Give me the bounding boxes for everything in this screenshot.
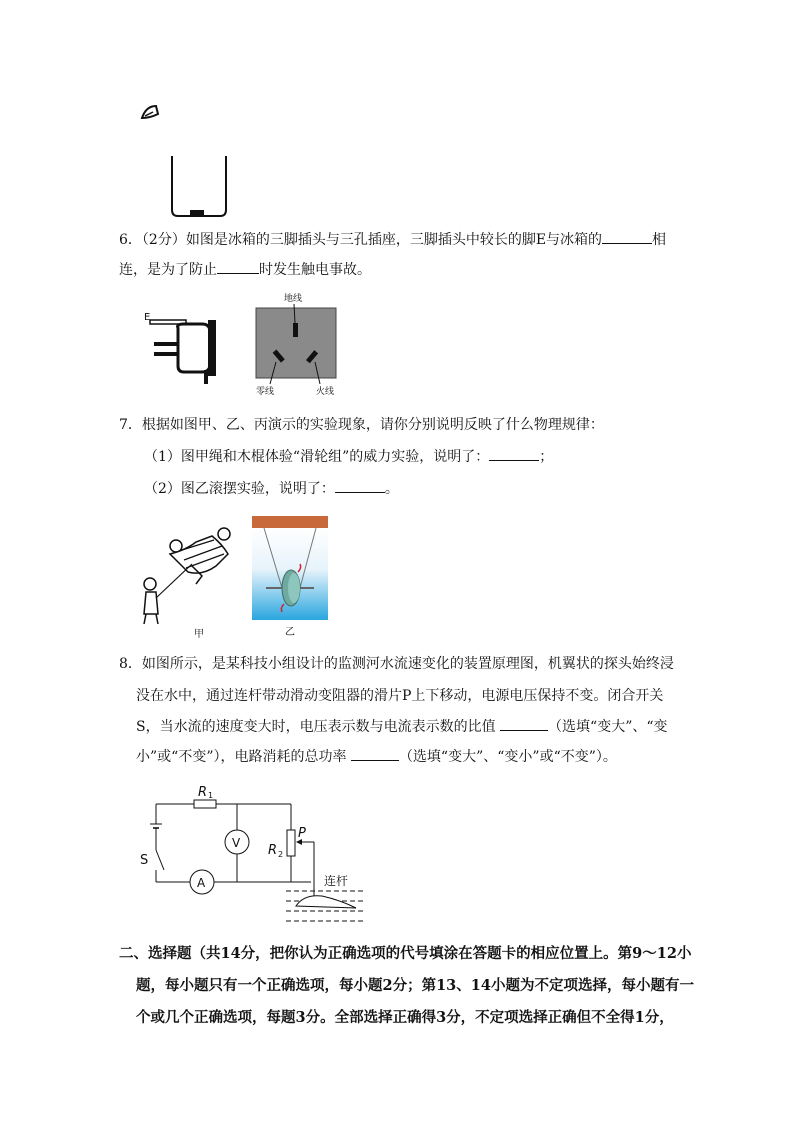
section2-line3: 个或几个正确选项，每题3分。全部选择正确得3分，不定项选择正确但不全得1分，: [136, 1009, 674, 1026]
q8-line1: 8．如图所示，是某科技小组设计的监测河水流速变化的装置原理图，机翼状的探头始终浸: [119, 656, 674, 672]
fig-label-yi: 乙: [285, 627, 295, 638]
resistor-r1: [194, 800, 216, 808]
q7-item1: （1）图甲绳和木棍体验“滑轮组”的威力实验，说明了： ；: [144, 446, 553, 467]
socket-label-neutral: 零线: [256, 387, 275, 397]
fig-label-jia: 甲: [194, 629, 204, 640]
q7-item2: （2）图乙滚摆实验，说明了： 。: [144, 478, 399, 499]
plug-figure: [140, 306, 230, 386]
rope-experiment-figure: [136, 520, 242, 640]
section2-line2: 题，每小题只有一个正确选项，每小题2分；第13、14小题为不定项选择，每小题有一: [136, 977, 694, 994]
q6-blank-2: [217, 259, 259, 274]
beaker-outline: [172, 156, 226, 216]
socket-figure: [254, 290, 338, 400]
switch-s: [156, 850, 164, 870]
label-r1-sub: 1: [208, 791, 214, 800]
label-rod: 连杆: [324, 874, 349, 888]
circuit-diagram: [136, 778, 376, 928]
q6-blank-1: [602, 229, 652, 244]
q8-blank-2: [351, 746, 399, 761]
maxwell-wheel-figure: [252, 514, 328, 644]
socket-label-ground: 地线: [284, 294, 303, 304]
q6-line2: 连，是为了防止 时发生触电事故。: [119, 259, 371, 280]
q8-line2: 没在水中，通过连杆带动滑动变阻器的滑片P上下移动，电源电压保持不变。闭合开关: [136, 688, 664, 704]
label-r1: R: [198, 785, 208, 800]
q8-blank-1: [500, 716, 548, 731]
q7-intro: 7．根据如图甲、乙、丙演示的实验现象，请你分别说明反映了什么物理规律：: [119, 417, 604, 433]
section2-line1: 二、选择题（共14分，把你认为正确选项的代号填涂在答题卡的相应位置上。第9～12小: [119, 945, 692, 962]
rheostat-r2: [287, 830, 295, 856]
label-p: P: [298, 826, 306, 841]
q8-line3: S，当水流的速度变大时，电压表示数与电流表示数的比值 （选填“变大”、“变: [136, 716, 668, 737]
socket-label-live: 火线: [316, 387, 335, 397]
q6-line1: 6．（2分）如图是冰箱的三脚插头与三孔插座，三脚插头中较长的脚E与冰箱的 相: [119, 229, 666, 250]
beaker-base-block: [190, 210, 204, 215]
label-s: S: [140, 853, 149, 868]
q7-blank-2: [335, 478, 385, 493]
q7-blank-1: [489, 446, 539, 461]
label-r2-sub: 2: [278, 850, 284, 859]
label-r2: R: [268, 843, 278, 858]
label-a: A: [197, 876, 206, 890]
wing-probe: [296, 896, 356, 908]
top-figure: [136, 100, 246, 220]
plug-label-e: E: [144, 312, 151, 323]
q8-line4: 小”或“不变”），电路消耗的总功率 （选填“变大”、“变小”或“不变”）。: [136, 746, 617, 767]
label-v: V: [232, 836, 241, 850]
lamp-icon: [142, 106, 158, 118]
